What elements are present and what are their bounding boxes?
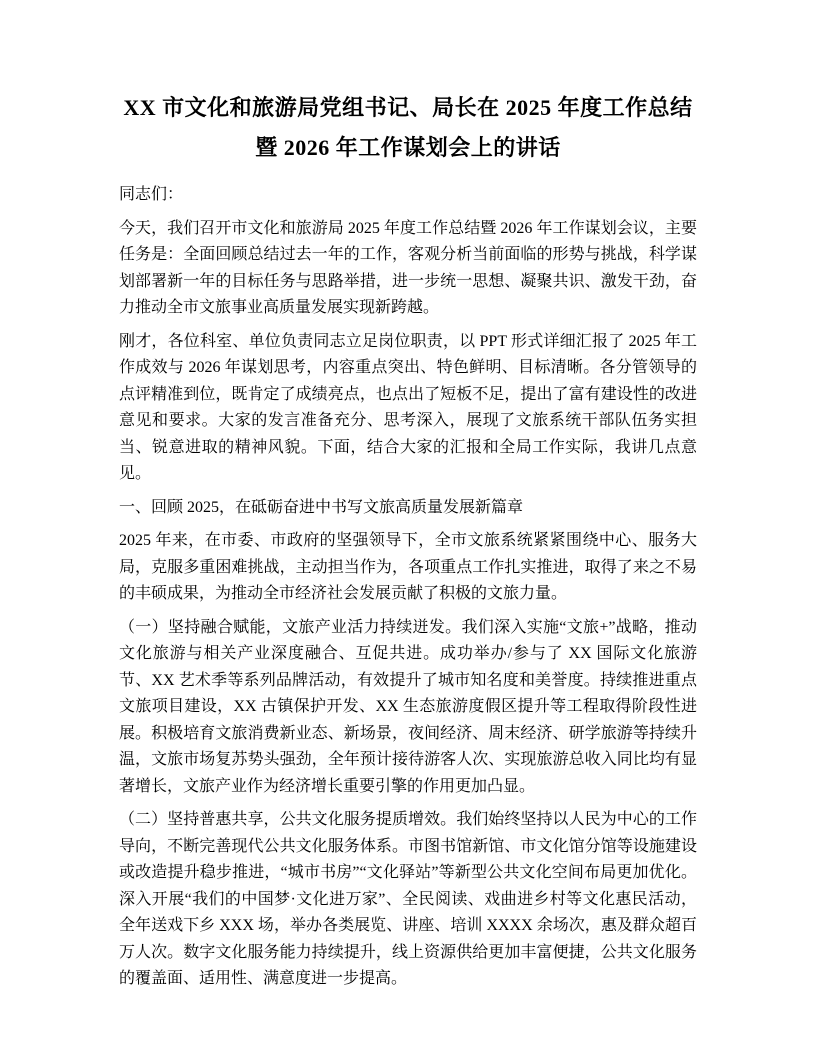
section-1-lead-paragraph: 2025 年来，在市委、市政府的坚强领导下，全市文旅系统紧紧围绕中心、服务大局，克服多重困难挑战，主动担当作为，各项重点工作扎实推进，取得了来之不易的丰硕成果，为推动全市经济社会发展贡献了积极的文旅力量。	[119, 532, 697, 602]
section-1-heading: 一、回顾 2025，在砥砺奋进中书写文旅高质量发展新篇章	[119, 498, 524, 516]
intro-paragraph: 今天，我们召开市文化和旅游局 2025 年度工作总结暨 2026 年工作谋划会议，主要任务是：全面回顾总结过去一年的工作，客观分析当前面临的形势与挑战，科学谋划部署新一年的目标任务与思路举措，进一步统一思想、凝聚共识、激发干劲，奋力推动全市文旅事业高质量发展实现新跨越。	[119, 219, 697, 316]
achievement-item-2: （二）坚持普惠共享，公共文化服务提质增效。我们始终坚持以人民为中心的工作导向，不断完善现代公共文化服务体系。市图书馆新馆、市文化馆分馆等设施建设或改造提升稳步推进，“城市书房”“文化驿站”等新型公共文化空间布局更加优化。深入开展“我们的中国梦·文化进万家”、全民阅读、戏曲进乡村等文化惠民活动，全年送戏下乡 XXX 场，举办各类展览、讲座、培训 XXXX 余场次，惠及群众超百万人次。数字文化服务能力持续提升，线上资源供给更加丰富便捷，公共文化服务的覆盖面、适用性、满意度进一步提高。	[119, 811, 697, 987]
review-summary-paragraph: 刚才，各位科室、单位负责同志立足岗位职责，以 PPT 形式详细汇报了 2025 年工作成效与 2026 年谋划思考，内容重点突出、特色鲜明、目标清晰。各分管领导的点评精准到位，既肯定了成绩亮点，也点出了短板不足，提出了富有建设性的改进意见和要求。大家的发言准备充分、思考深入，展现了文旅系统干部队伍务实担当、锐意进取的精神风貌。下面，结合大家的汇报和全局工作实际，我讲几点意见。	[119, 332, 697, 482]
achievement-item-1: （一）坚持融合赋能，文旅产业活力持续迸发。我们深入实施“文旅+”战略，推动文化旅游与相关产业深度融合、互促共进。成功举办/参与了 XX 国际文化旅游节、XX 艺术季等系列品牌活动，有效提升了城市知名度和美誉度。持续推进重点文旅项目建设，XX 古镇保护开发、XX 生态旅游度假区提升等工程取得阶段性进展。积极培育文旅消费新业态、新场景，夜间经济、周末经济、研学旅游等持续升温，文旅市场复苏势头强劲，全年预计接待游客人次、实现旅游总收入同比均有显著增长，文旅产业作为经济增长重要引擎的作用更加凸显。	[119, 618, 697, 795]
document-title: XX 市文化和旅游局党组书记、局长在 2025 年度工作总结暨 2026 年工作谋划会上的讲话	[123, 95, 693, 160]
salutation: 同志们：	[119, 186, 184, 203]
